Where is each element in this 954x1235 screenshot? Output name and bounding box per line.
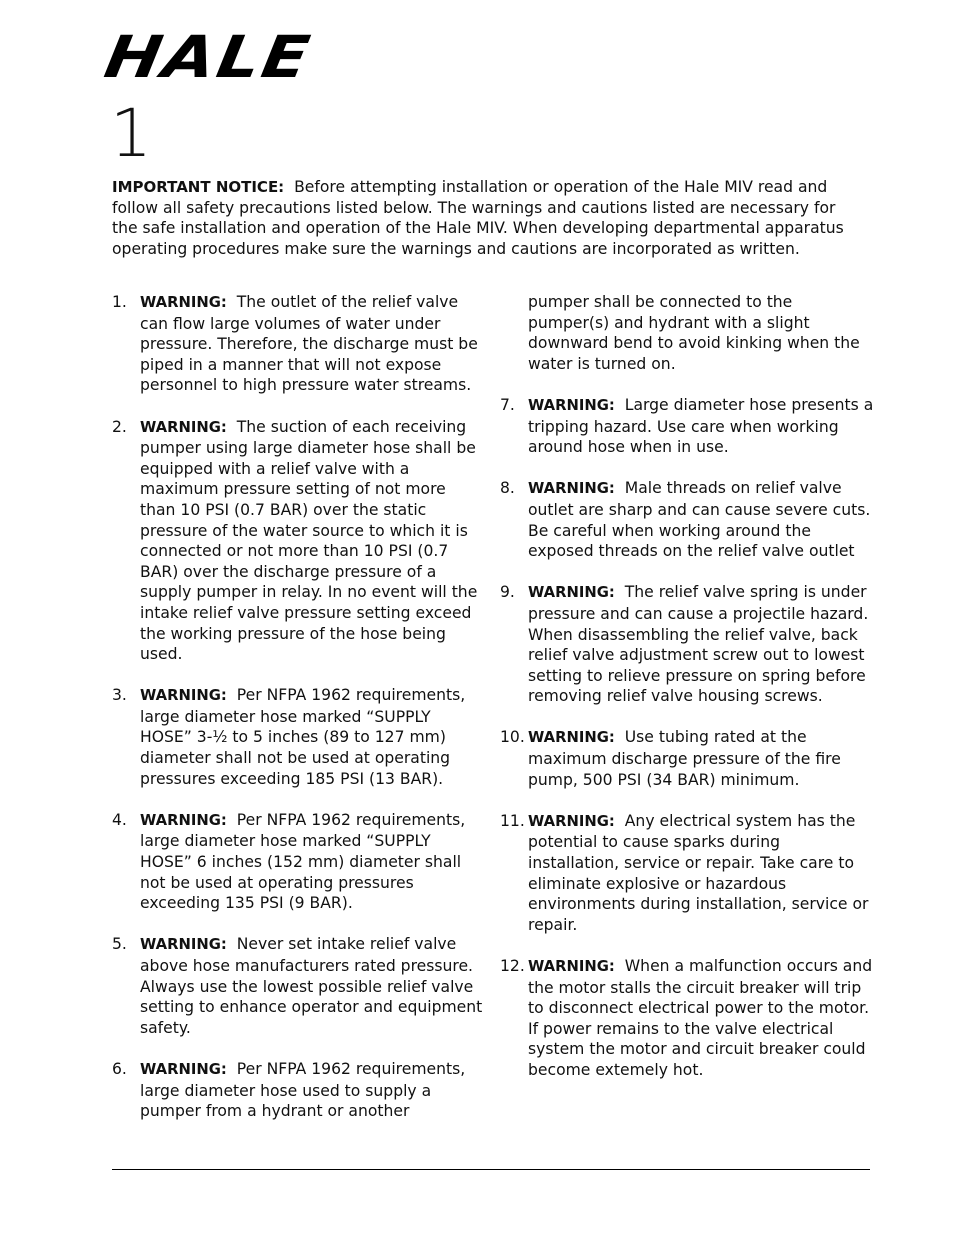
warning-item-11 <box>500 811 874 936</box>
warning-text: The outlet of the relief valve can flow large volumes of water under pressure. Therefore, the discharge must be piped in a manner that will not expose personnel to high pressure water streams. <box>140 293 478 395</box>
notice-label: IMPORTANT NOTICE: <box>112 178 285 196</box>
warning-6-continuation: pumper shall be connected to the pumper(s) and hydrant with a slight downward bend to avoid kinking when the water is turned on. <box>528 293 860 373</box>
warning-text: Per NFPA 1962 requirements, large diameter hose marked “SUPPLY HOSE” 3-½ to 5 inches (89 to 127 mm) diameter shall not be used at operating pressures exceeding 185 PSI (13 BAR). <box>140 686 466 788</box>
warning-label: WARNING: <box>528 958 615 975</box>
warning-item-3 <box>112 685 484 789</box>
warning-item-1 <box>112 292 484 396</box>
warning-text: Male threads on relief valve outlet are sharp and can cause severe cuts. Be careful when working around the exposed threads on the relief valve outlet <box>528 479 871 561</box>
warning-text: Large diameter hose presents a tripping hazard. Use care when working around hose when in use. <box>528 395 874 457</box>
warning-item-7 <box>500 395 874 458</box>
warning-label: WARNING: <box>528 396 615 414</box>
item-number: 12. <box>500 957 525 975</box>
item-number: 5. <box>112 935 127 954</box>
warning-item-2 <box>112 417 484 665</box>
warning-item-9 <box>500 582 874 707</box>
warning-label: WARNING: <box>140 1060 227 1078</box>
warning-item-5 <box>112 934 484 1038</box>
warning-text: Any electrical system has the potential to cause sparks during installation, service or repair. Take care to eliminate explosive or hazardous environments during installation, service or repair. <box>528 811 869 934</box>
item-number: 1. <box>112 293 127 311</box>
warning-label: WARNING: <box>528 812 615 830</box>
warning-text: When a malfunction occurs and the motor stalls the circuit breaker will trip to disconnect electrical power to the motor. If power remains to the valve electrical system the motor and circuit breaker could become extemely hot. <box>528 957 873 1079</box>
item-number: 4. <box>112 810 127 829</box>
item-number: 9. <box>500 583 515 602</box>
warning-text: Per NFPA 1962 requirements, large diameter hose used to supply a pumper from a hydrant or another <box>140 1059 466 1121</box>
warning-text: The suction of each receiving pumper using large diameter hose shall be equipped with a relief valve with a maximum pressure setting of not more than 10 PSI (0.7 BAR) over the static pressure of the water source to which it is connected or not more than 10 PSI (0.7 BAR) over the discharge pressure of a supply pumper in relay. In no event will the intake relief valve pressure setting exceed the working pressure of the hose being used. <box>140 417 478 664</box>
hale-logo: HALE <box>99 23 317 91</box>
item-number: 8. <box>500 479 515 498</box>
warning-item-6 <box>112 1059 484 1122</box>
item-number: 3. <box>112 686 127 705</box>
notice-text: Before attempting installation or operation of the Hale MIV read and follow all safety precautions listed below. The warnings and cautions listed are necessary for the safe installation and operation of the Hale MIV. When developing departmental apparatus operating procedures make sure the warnings and cautions are incorporated as written. <box>112 178 844 258</box>
item-number: 6. <box>112 1059 127 1078</box>
warning-text: Use tubing rated at the maximum discharge pressure of the fire pump, 500 PSI (34 BAR) minimum. <box>528 728 841 789</box>
warning-item-4 <box>112 810 484 914</box>
chapter-number: 1 <box>110 95 152 172</box>
warning-item-10 <box>500 727 874 790</box>
item-number: 11. <box>500 811 525 830</box>
important-notice <box>112 177 864 259</box>
warning-label: WARNING: <box>140 811 227 829</box>
warning-label: WARNING: <box>528 480 615 498</box>
item-number: 10. <box>500 728 525 747</box>
warning-label: WARNING: <box>528 729 615 747</box>
footer-rule <box>112 1169 870 1170</box>
right-column <box>500 292 874 1101</box>
left-column <box>112 292 484 1142</box>
item-number: 7. <box>500 395 515 414</box>
warning-item-12 <box>500 956 874 1081</box>
warning-text: Per NFPA 1962 requirements, large diameter hose marked “SUPPLY HOSE” 6 inches (152 mm) diameter shall not be used at operating pressures exceeding 135 PSI (9 BAR). <box>140 810 466 913</box>
warning-label: WARNING: <box>140 418 227 436</box>
warning-label: WARNING: <box>528 584 615 602</box>
warning-text: The relief valve spring is under pressure and can cause a projectile hazard. When disassembling the relief valve, back relief valve adjustment screw out to lowest setting to relieve pressure on spring before removing relief valve housing screws. <box>528 583 869 706</box>
warning-label: WARNING: <box>140 687 227 705</box>
warning-text: Never set intake relief valve above hose manufacturers rated pressure. Always use the lowest possible relief valve setting to enhance operator and equipment safety. <box>140 935 483 1037</box>
warning-label: WARNING: <box>140 294 227 311</box>
warning-label: WARNING: <box>140 936 227 954</box>
warning-item-8 <box>500 478 874 561</box>
item-number: 2. <box>112 417 127 436</box>
